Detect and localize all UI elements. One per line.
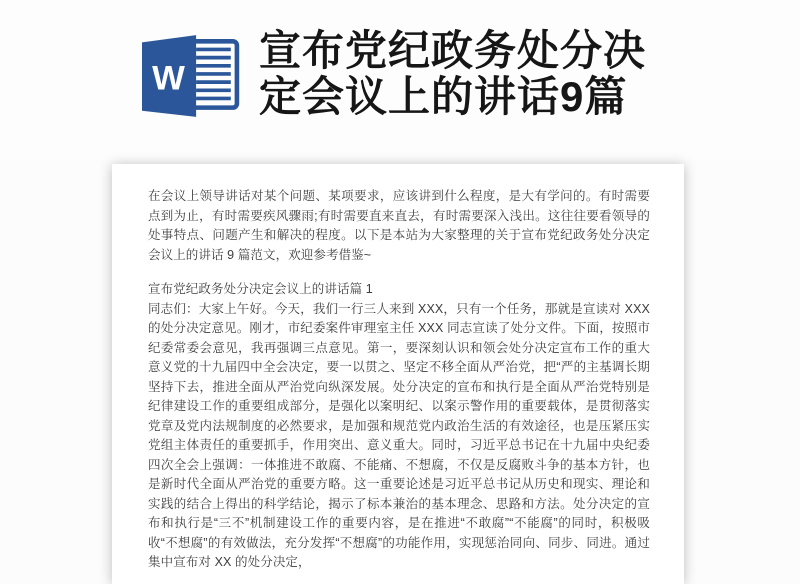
page-header [0,0,800,160]
word-icon-letter: W [152,59,185,98]
document-preview-card [112,164,684,584]
page-title-line1: 宣布党纪政务处分决 [259,27,647,74]
document-intro-paragraph: 在会议上领导讲话对某个问题、某项要求，应该讲到什么程度，是大有学问的。有时需要点到为止，有时需要疾风骤雨;有时需要直来直去，有时需要深入浅出。这往往要看领导的处事特点、问题产生和解决的程度。以下是本站为大家整理的关于宣布党纪政务处分决定会议上的讲话 9 篇范文，欢迎参考借鉴~ [148,189,650,262]
word-icon-page-lines [196,49,231,98]
document-section-heading: 宣布党纪政务处分决定会议上的讲话篇 1 [148,282,373,296]
page-title-line2: 定会议上的讲话9篇 [259,73,628,120]
word-document-icon [142,34,241,118]
document-body-paragraph: 同志们：大家上午好。今天，我们一行三人来到 XXX，只有一个任务，那就是宣读对 XXX 的处分决定意见。刚才，市纪委案件审理室主任 XXX 同志宣读了处分文件。下面，按照市纪委常委会意见，我再强调三点意见。第一，要深刻认识和领会处分决定宣布工作的重大意义党的十九届四中全会决定，要一以贯之、坚定不移全面从严治党，把“严的主基调长期坚持下去，推进全面从严治党向纵深发展。处分决定的宣布和执行是全面从严治党特别是纪律建设工作的重要组成部分，是强化以案明纪、以案示警作用的重要载体，是贯彻落实党章及党内法规制度的必然要求，是加强和规范党内政治生活的有效途径，也是压紧压实党组主体责任的重要抓手，作用突出、意义重大。同时，习近平总书记在十九届中央纪委四次全会上强调：一体推进不敢腐、不能痛、不想腐，不仅是反腐败斗争的基本方针，也是新时代全面从严治党的重要方略。这一重要论述是习近平总书记从历史和现实、理论和实践的结合上得出的科学结论，揭示了标本兼治的基本理念、思路和方法。处分决定的宣布和执行是“三不”机制建设工作的重要内容，是在推进“不敢腐”“不能腐”的同时，积极吸收“不想腐”的有效做法，充分发挥“不想腐”的功能作用，实现惩治同向、同步、同进。通过集中宣布对 XX 的处分决定， [148,301,650,569]
page-title [259,28,679,120]
